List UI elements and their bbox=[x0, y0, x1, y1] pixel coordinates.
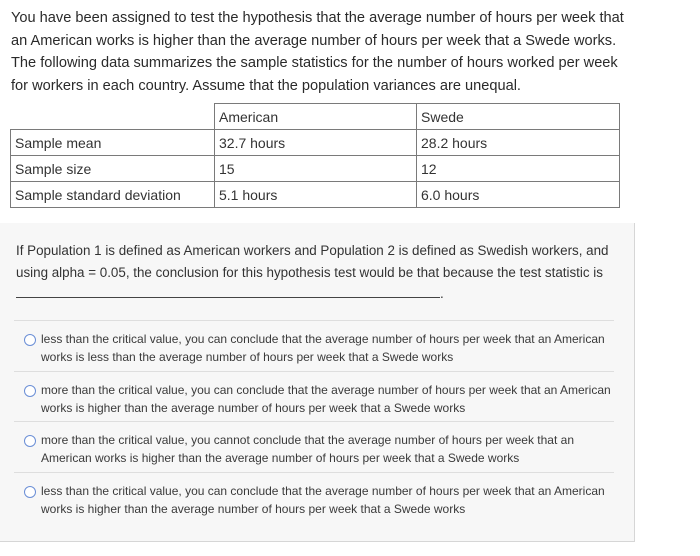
swede-value: 6.0 hours bbox=[417, 182, 620, 208]
option-label: less than the critical value, you can conclude that the average number of hours per week that an American works is less than the average number of hours per week that a Swede works bbox=[41, 332, 605, 364]
prompt-text bbox=[16, 240, 616, 305]
answer-blank-line bbox=[16, 285, 440, 298]
table-header-row bbox=[11, 104, 620, 130]
table-row bbox=[11, 182, 620, 208]
table-header-empty bbox=[11, 104, 215, 130]
table-row bbox=[11, 156, 620, 182]
swede-value: 12 bbox=[417, 156, 620, 182]
table-header-american: American bbox=[215, 104, 417, 130]
prompt-body: If Population 1 is defined as American workers and Population 2 is defined as Swedish workers, and using alpha = 0.05, the conclusion for this hypothesis test would be that because the test statistic is bbox=[16, 243, 609, 280]
answer-option[interactable] bbox=[14, 371, 614, 422]
row-label: Sample standard deviation bbox=[11, 182, 215, 208]
swede-value: 28.2 hours bbox=[417, 130, 620, 156]
answer-option[interactable] bbox=[14, 472, 614, 523]
table-header-swede: Swede bbox=[417, 104, 620, 130]
radio-button[interactable] bbox=[24, 486, 36, 498]
option-label: less than the critical value, you can conclude that the average number of hours per week that an American works is higher than the average number of hours per week that a Swede works bbox=[41, 484, 605, 516]
american-value: 15 bbox=[215, 156, 417, 182]
row-label: Sample size bbox=[11, 156, 215, 182]
answer-option[interactable] bbox=[14, 320, 614, 371]
radio-button[interactable] bbox=[24, 435, 36, 447]
option-label: more than the critical value, you cannot conclude that the average number of hours per week that an American works is higher than the average number of hours per week that a Swede works bbox=[41, 433, 574, 465]
question-text: You have been assigned to test the hypothesis that the average number of hours per week that an American works is higher than the average number of hours per week that a Swede works. The following data summarizes the sample statistics for the number of hours worked per week for workers in each country. Assume that the population variances are unequal. bbox=[11, 10, 624, 94]
prompt-end-punct: . bbox=[440, 286, 444, 301]
radio-button[interactable] bbox=[24, 334, 36, 346]
radio-button[interactable] bbox=[24, 385, 36, 397]
table-row bbox=[11, 130, 620, 156]
row-label: Sample mean bbox=[11, 130, 215, 156]
american-value: 32.7 hours bbox=[215, 130, 417, 156]
option-label: more than the critical value, you can conclude that the average number of hours per week that an American works is higher than the average number of hours per week that a Swede works bbox=[41, 383, 611, 415]
sample-statistics-table bbox=[10, 103, 620, 208]
american-value: 5.1 hours bbox=[215, 182, 417, 208]
answer-option[interactable] bbox=[14, 421, 614, 472]
